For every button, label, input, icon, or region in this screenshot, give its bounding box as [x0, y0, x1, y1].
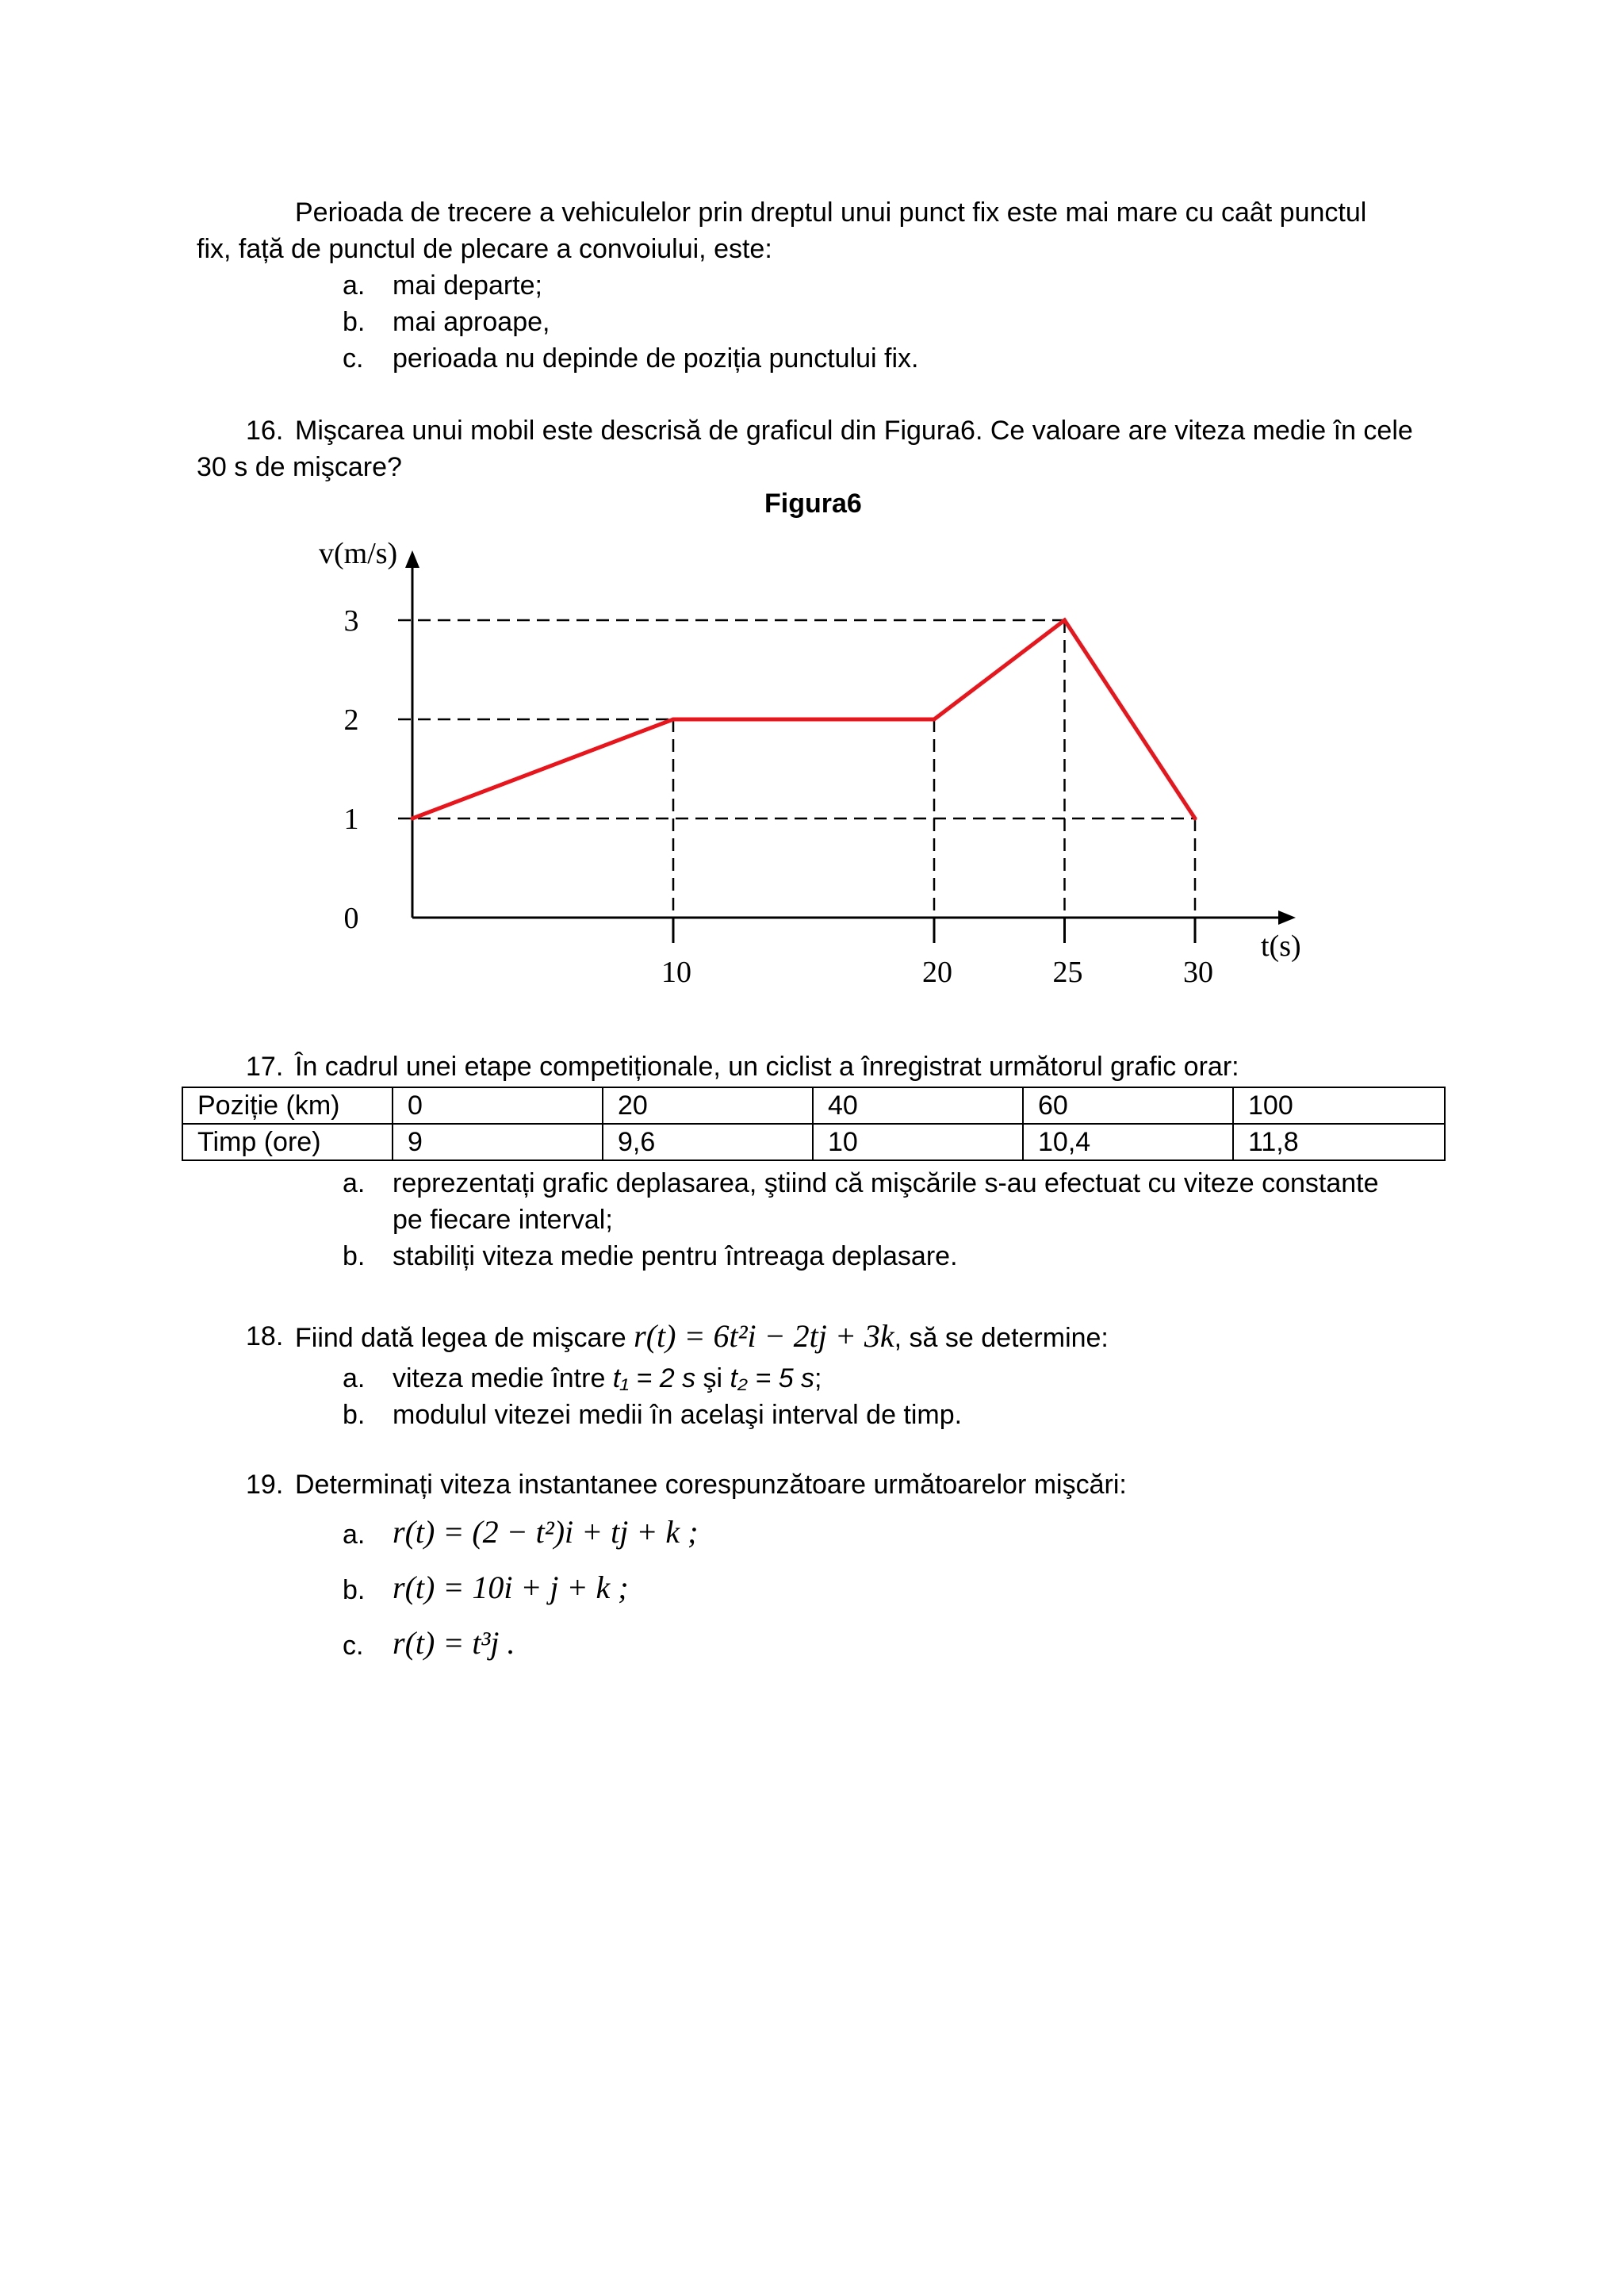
q17-text: În cadrul unei etape competiționale, un ciclist a înregistrat următorul grafic orar: [295, 1052, 1239, 1082]
q19-a-formula: r(t) = (2 − t²)i + tj + k ; [393, 1514, 699, 1550]
y-tick-label: 2 [343, 703, 359, 737]
q18-b-text: modulul vitezei medii în acelaşi interval de timp. [393, 1400, 963, 1430]
data-point [1193, 817, 1197, 821]
x-tick-label: 25 [1052, 956, 1083, 989]
table-row-position [182, 1087, 1445, 1124]
q18-post: , să se determine: [894, 1323, 1109, 1353]
y-tick-label: 0 [343, 902, 359, 935]
q19-b-formula: r(t) = 10i + j + k ; [393, 1570, 629, 1605]
q17-number: 17. [246, 1052, 284, 1082]
q18-a-mid: şi [695, 1363, 730, 1393]
table-cell: 0 [393, 1087, 603, 1124]
table-cell: 40 [813, 1087, 1023, 1124]
x-tick-label: 20 [922, 956, 952, 989]
q17-a-line-2: pe fiecare interval; [393, 1205, 613, 1235]
q19-text: Determinați viteza instantanee corespunzătoare următoarelor mişcări: [295, 1470, 1127, 1500]
x-tick-label: 30 [1183, 956, 1213, 989]
t-axis-arrow [1278, 910, 1296, 925]
q18-number: 18. [246, 1321, 284, 1351]
q16-line-1: Mişcarea unui mobil este descrisă de graficul din Figura6. Ce valoare are viteza medie în cele [295, 416, 1413, 446]
table-cell: 10,4 [1023, 1124, 1233, 1160]
q16-line-2: 30 s de mişcare? [197, 452, 402, 482]
q19-c-marker: c. [343, 1631, 364, 1661]
data-point [933, 718, 936, 722]
q17-a-marker: a. [343, 1168, 366, 1198]
q18-a-marker: a. [343, 1363, 366, 1393]
q18-a-t2: t₂ = 5 s [730, 1363, 815, 1393]
option-b-marker: b. [343, 307, 366, 337]
table-cell: 100 [1233, 1087, 1445, 1124]
q17-b-text: stabiliți viteza medie pentru întreaga deplasare. [393, 1241, 958, 1271]
intro-line-1: Perioada de trecere a vehiculelor prin dreptul unui punct fix este mai mare cu caât punctul [295, 197, 1367, 228]
table-header-cell: Timp (ore) [182, 1124, 393, 1160]
table-cell: 20 [603, 1087, 813, 1124]
table-cell: 9,6 [603, 1124, 813, 1160]
data-point [411, 817, 415, 821]
x-tick-label: 10 [661, 956, 691, 989]
option-c-text: perioada nu depinde de poziția punctului fix. [393, 343, 919, 374]
q19-a-marker: a. [343, 1520, 366, 1550]
y-axis-label: v(m/s) [319, 537, 398, 570]
table-cell: 10 [813, 1124, 1023, 1160]
figure-title: Figura6 [764, 489, 862, 519]
table-cell: 11,8 [1233, 1124, 1445, 1160]
q18-pre: Fiind dată legea de mişcare [295, 1323, 626, 1353]
q19-c-formula: r(t) = t³j . [393, 1625, 515, 1661]
q18-a-pre: viteza medie între [393, 1363, 613, 1393]
data-point [1063, 619, 1067, 623]
q17-b-marker: b. [343, 1241, 366, 1271]
y-tick-label: 3 [343, 604, 359, 638]
data-point [672, 718, 676, 722]
q17-a-line-1: reprezentați grafic deplasarea, ştiind că mişcările s-au efectuat cu viteze constante [393, 1168, 1379, 1198]
table-cell: 9 [393, 1124, 603, 1160]
q19-b-marker: b. [343, 1575, 366, 1605]
velocity-time-chart [0, 0, 1624, 1031]
position-time-table [182, 1087, 1446, 1161]
q18-statement [295, 1320, 1109, 1354]
q18-a-end: ; [814, 1363, 822, 1393]
table-cell: 60 [1023, 1087, 1233, 1124]
table-row-time [182, 1124, 1445, 1160]
option-c-marker: c. [343, 343, 364, 374]
q18-a-text [393, 1363, 822, 1394]
x-axis-label: t(s) [1261, 930, 1301, 963]
table-header-cell: Poziție (km) [182, 1087, 393, 1124]
q18-formula: r(t) = 6t²i − 2tj + 3k [634, 1318, 894, 1354]
q16-number: 16. [246, 416, 284, 446]
option-b-text: mai aproape, [393, 307, 550, 337]
y-tick-label: 1 [343, 803, 359, 836]
option-a-marker: a. [343, 270, 366, 301]
q18-a-t1: t₁ = 2 s [612, 1363, 696, 1393]
velocity-series-line [412, 620, 1195, 818]
q18-b-marker: b. [343, 1400, 366, 1430]
option-a-text: mai departe; [393, 270, 542, 301]
intro-line-2: fix, față de punctul de plecare a convoiului, este: [197, 234, 772, 264]
q19-number: 19. [246, 1470, 284, 1500]
v-axis-arrow [405, 550, 419, 568]
